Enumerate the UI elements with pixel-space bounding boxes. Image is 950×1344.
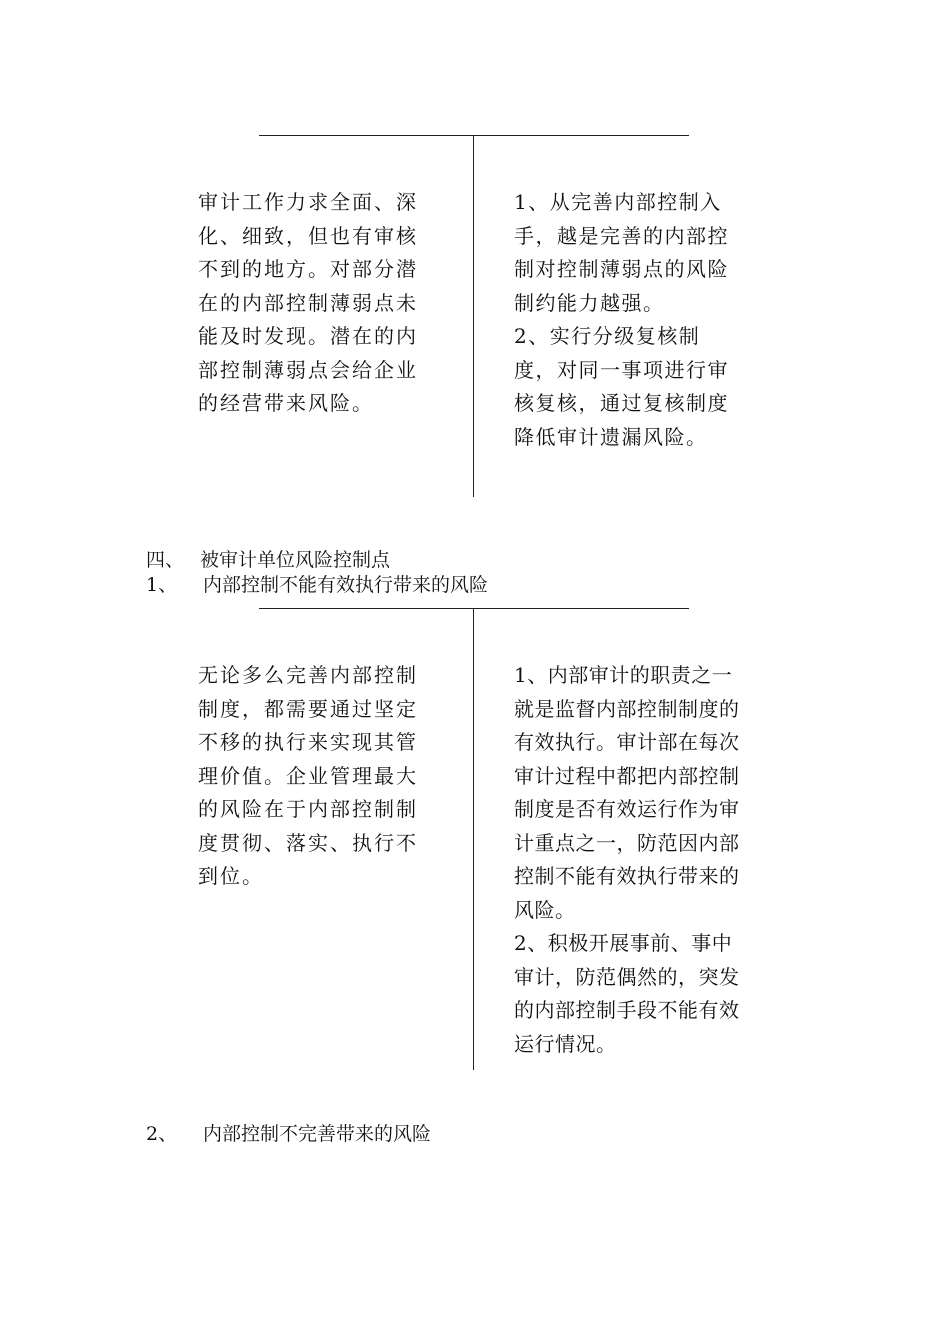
section-4-title: 被审计单位风险控制点 — [200, 549, 391, 571]
table2-top-rule — [259, 608, 689, 609]
table1-left-cell: 审计工作力求全面、深 化、细致，但也有审核 不到的地方。对部分潜 在的内部控制薄弱点未 能及时发现。潜在的内 部控制薄弱点会给企业 的经营带来风险。 — [198, 190, 418, 415]
item-1-title: 内部控制不能有效执行带来的风险 — [203, 574, 489, 596]
table2-left-cell: 无论多么完善内部控制 制度，都需要通过坚定 不移的执行来实现其管 理价值。企业管理最大 的风险在于内部控制制 度贯彻、落实、执行不 到位。 — [198, 663, 418, 888]
table1-right-cell: 1、从完善内部控制入 手，越是完善的内部控 制对控制薄弱点的风险 制约能力越强。 2、实行分级复核制 度，对同一事项进行审 核复核，通过复核制度 降低审计遗漏风险。 — [514, 190, 729, 449]
item-1-number: 1、 — [146, 574, 178, 596]
table2-right-cell: 1、内部审计的职责之一 就是监督内部控制制度的 有效执行。审计部在每次 审计过程中都把内部控制 制度是否有效运行作为审 计重点之一，防范因内部 控制不能有效执行带来的 风险。 2、积极开展事前、事中 审计，防范偶然的，突发 的内部控制手段不能有效 运行情况。 — [514, 663, 740, 1056]
section-4-number: 四、 — [146, 549, 185, 571]
table1-top-rule — [259, 135, 689, 136]
table2-column-divider — [473, 608, 474, 1070]
table1-column-divider — [473, 135, 474, 497]
item-2-number: 2、 — [146, 1123, 178, 1145]
item-2-title: 内部控制不完善带来的风险 — [203, 1123, 432, 1145]
